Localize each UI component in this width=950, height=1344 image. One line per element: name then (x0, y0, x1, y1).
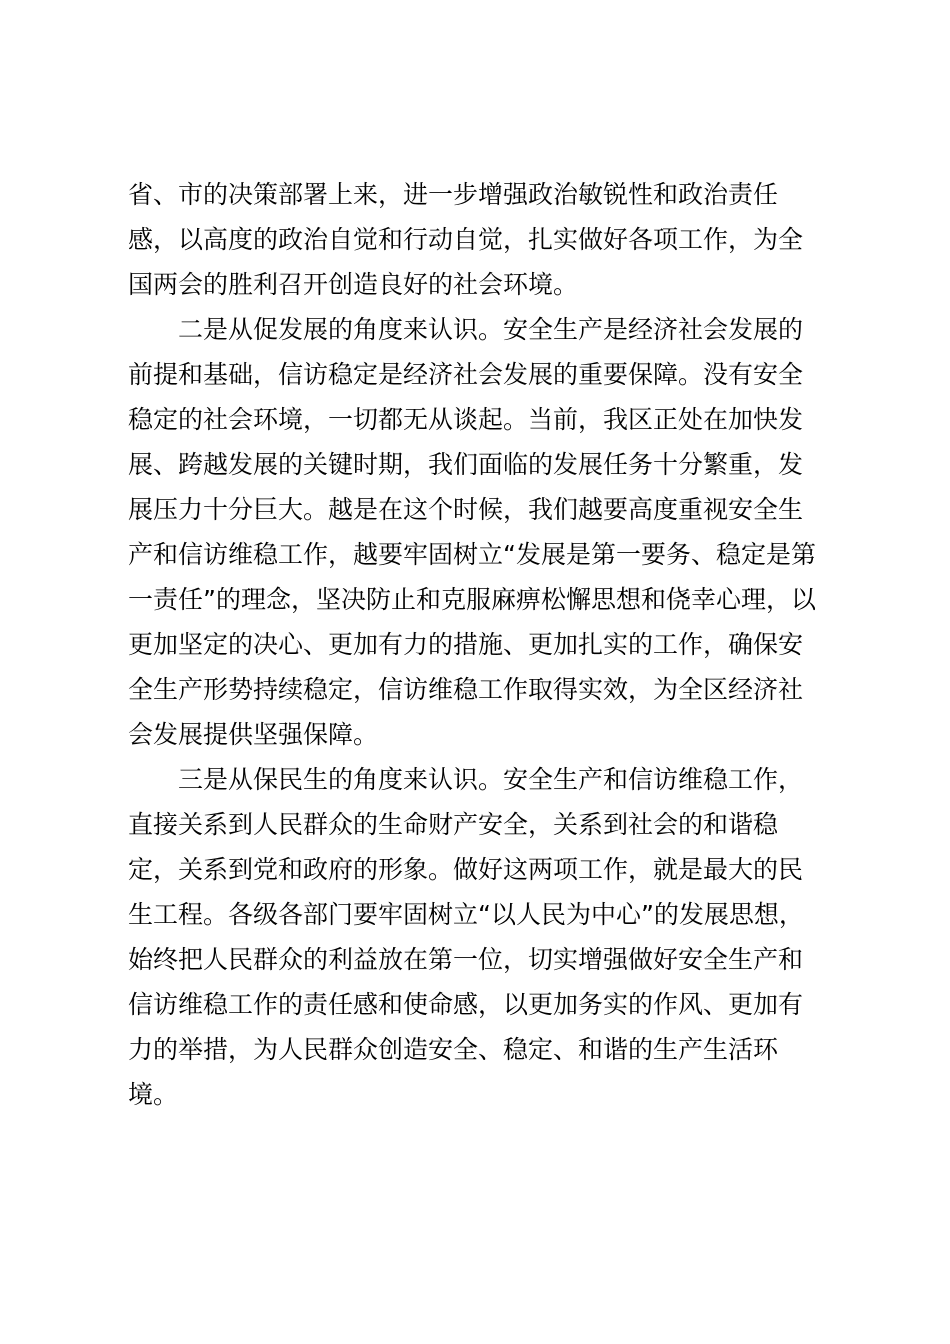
text-line: 稳定的社会环境，一切都无从谈起。当前，我区正处在加快发 (128, 405, 804, 434)
text-line: 信访维稳工作的责任感和使命感，以更加务实的作风、更加有 (128, 990, 804, 1019)
text-line: 展、跨越发展的关键时期，我们面临的发展任务十分繁重，发 (128, 450, 804, 479)
text-line: 定，关系到党和政府的形象。做好这两项工作，就是最大的民 (128, 855, 804, 884)
text-line: 境。 (128, 1080, 179, 1109)
text-line: 感，以高度的政治自觉和行动自觉，扎实做好各项工作，为全 (128, 225, 804, 254)
text-line: 一责任”的理念，坚决防止和克服麻痹松懈思想和侥幸心理，以 (128, 585, 816, 614)
text-line: 力的举措，为人民群众创造安全、稳定、和谐的生产生活环 (128, 1035, 779, 1064)
text-line: 直接关系到人民群众的生命财产安全，关系到社会的和谐稳 (128, 810, 779, 839)
paragraph-first-line: 二是从促发展的角度来认识。安全生产是经济社会发展的 (178, 315, 804, 344)
text-line: 前提和基础，信访稳定是经济社会发展的重要保障。没有安全 (128, 360, 804, 389)
text-line: 展压力十分巨大。越是在这个时候，我们越要高度重视安全生 (128, 495, 804, 524)
text-line: 国两会的胜利召开创造良好的社会环境。 (128, 270, 579, 299)
document-body (128, 172, 838, 1117)
text-line: 产和信访维稳工作，越要牢固树立“发展是第一要务、稳定是第 (128, 540, 816, 569)
text-line: 生工程。各级各部门要牢固树立“以人民为中心”的发展思想， (128, 900, 804, 929)
text-line: 全生产形势持续稳定，信访维稳工作取得实效，为全区经济社 (128, 675, 804, 704)
text-line: 始终把人民群众的利益放在第一位，切实增强做好安全生产和 (128, 945, 804, 974)
text-line: 省、市的决策部署上来，进一步增强政治敏锐性和政治责任 (128, 180, 779, 209)
text-line: 会发展提供坚强保障。 (128, 720, 379, 749)
text-line: 更加坚定的决心、更加有力的措施、更加扎实的工作，确保安 (128, 630, 804, 659)
paragraph-first-line: 三是从保民生的角度来认识。安全生产和信访维稳工作， (178, 765, 804, 794)
